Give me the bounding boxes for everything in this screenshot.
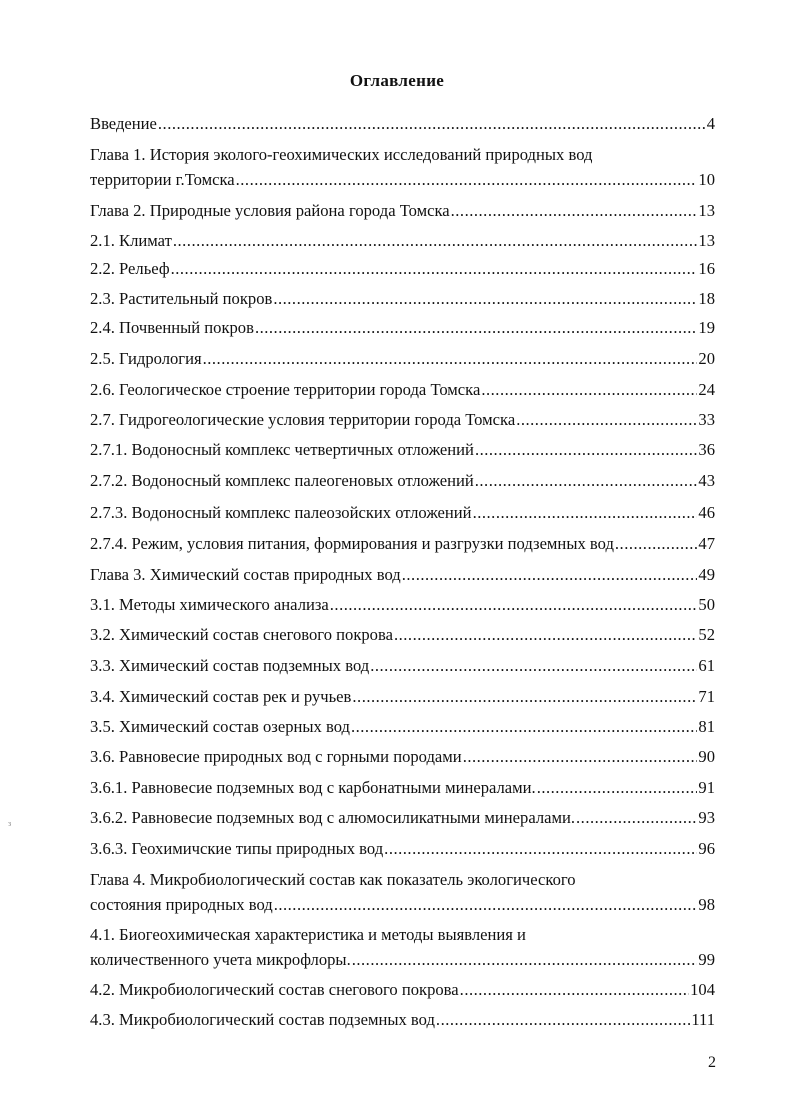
toc-entry-text-line1: 4.1. Биогеохимическая характеристика и методы выявления и [90,925,526,944]
toc-entry [90,142,715,192]
leader-dots [273,286,697,311]
toc-entry [90,111,715,136]
toc-entry-page: 4 [706,114,715,133]
toc-entry-page: 24 [698,380,715,399]
leader-dots [171,256,698,281]
toc-entry-text: 2.7.4. Режим, условия питания, формирования и разгрузки подземных вод [90,534,614,553]
toc-entry-text: 2.7.1. Водоносный комплекс четвертичных отложений [90,440,474,459]
toc-entry [90,775,715,800]
toc-entry-page: 46 [698,503,715,522]
toc-entry-page: 61 [698,656,715,675]
toc-entry-page: 52 [698,625,715,644]
toc-entry-text: территории г.Томска [90,170,235,189]
margin-mark: з [8,819,12,828]
toc-entry [90,286,715,311]
leader-dots [352,947,698,972]
toc-entry-page: 99 [698,950,715,969]
leader-dots [274,892,698,917]
toc-entry-text: 3.3. Химический состав подземных вод [90,656,370,675]
toc-entry-page: 49 [698,565,715,584]
leader-dots [236,167,698,192]
toc-entry-text: 3.4. Химический состав рек и ручьев [90,687,352,706]
leader-dots [615,531,698,556]
leader-dots [203,346,698,371]
toc-entry-page: 33 [698,410,715,429]
toc-entry-page: 16 [698,259,715,278]
leader-dots [370,653,697,678]
toc-entry [90,805,715,830]
toc-entry-page: 18 [698,289,715,308]
leader-dots [330,592,698,617]
toc-entry-text: Глава 2. Природные условия района города Томска [90,201,450,220]
toc-entry-page: 47 [698,534,715,553]
toc-entry-text: Введение [90,114,157,133]
toc-entry-text: 2.7. Гидрогеологические условия территории города Томска [90,410,516,429]
toc-entry-page: 71 [698,687,715,706]
leader-dots [516,407,697,432]
leader-dots [481,377,697,402]
toc-entry-text: 2.4. Почвенный покров [90,318,254,337]
toc-entry-page: 50 [698,595,715,614]
leader-dots [394,622,697,647]
toc-entry-page: 36 [698,440,715,459]
toc-entry [90,407,715,432]
toc-entry-text: 2.7.3. Водоносный комплекс палеозойских отложений [90,503,472,522]
toc-entry [90,977,715,1002]
toc-entry [90,684,715,709]
toc-entry-text: 3.2. Химический состав снегового покрова [90,625,393,644]
toc-entry-page: 81 [698,717,715,736]
toc-entry-text: 2.1. Климат [90,231,172,250]
leader-dots [463,744,698,769]
leader-dots [255,315,697,340]
toc-entry [90,592,715,617]
leader-dots [352,684,697,709]
toc-entry [90,714,715,739]
leader-dots [475,437,697,462]
toc-entry [90,198,715,223]
toc-entry-page: 13 [698,201,715,220]
toc-entry [90,531,715,556]
leader-dots [537,775,698,800]
toc-entry-text: состояния природных вод [90,895,273,914]
toc-entry-text-line1: Глава 1. История эколого-геохимических исследований природных вод [90,145,593,164]
toc-entry [90,346,715,371]
leader-dots [475,468,698,493]
toc-entry [90,315,715,340]
toc-entry-page: 104 [690,980,715,999]
leader-dots [436,1007,690,1032]
toc-entry [90,437,715,462]
toc-entry-text: 4.3. Микробиологический состав подземных вод [90,1010,435,1029]
toc-entry-page: 90 [698,747,715,766]
toc-entry-page: 111 [691,1010,715,1029]
toc-entry-text: 3.6. Равновесие природных вод с горными породами [90,747,462,766]
page-number: 2 [708,1054,716,1071]
toc-entry-page: 10 [698,170,715,189]
toc-entry [90,836,715,861]
leader-dots [460,977,689,1002]
toc-entry-text: 4.2. Микробиологический состав снегового покрова [90,980,459,999]
toc-entry [90,622,715,647]
toc-title: Оглавление [349,71,445,90]
toc-entry-page: 43 [698,471,715,490]
toc-entry-page: 91 [698,778,715,797]
toc-entry-page: 19 [698,318,715,337]
leader-dots [173,228,698,253]
toc-entry-text: 2.6. Геологическое строение территории города Томска [90,380,481,399]
toc-entry-text: 3.5. Химический состав озерных вод [90,717,350,736]
toc-entry [90,922,715,972]
leader-dots [451,198,698,223]
toc-entry [90,744,715,769]
toc-entry [90,562,715,587]
toc-entry-text: Глава 3. Химический состав природных вод [90,565,401,584]
toc-entry-text-line1: Глава 4. Микробиологический состав как показатель экологического [90,870,576,889]
toc-entry-text: количественного учета микрофлоры. [90,950,351,969]
toc-entry-text: 2.5. Гидрология [90,349,202,368]
toc-entry-page: 98 [698,895,715,914]
leader-dots [473,500,698,525]
toc-entry-page: 96 [698,839,715,858]
toc-entry [90,1007,715,1032]
toc-entry [90,653,715,678]
toc-entry-text: 3.6.1. Равновесие подземных вод с карбонатными минералами. [90,778,536,797]
toc-entry-text: 3.1. Методы химического анализа [90,595,329,614]
leader-dots [158,111,706,136]
toc-entry [90,377,715,402]
toc-entry-page: 20 [698,349,715,368]
leader-dots [384,836,697,861]
leader-dots [351,714,697,739]
toc-entry-page: 93 [698,808,715,827]
toc-entry-text: 2.2. Рельеф [90,259,170,278]
leader-dots [576,805,697,830]
leader-dots [402,562,698,587]
toc-entry-page: 13 [698,231,715,250]
toc-entry [90,256,715,281]
toc-entry-text: 3.6.2. Равновесие подземных вод с алюмосиликатными минералами. [90,808,576,827]
toc-entry-text: 2.7.2. Водоносный комплекс палеогеновых отложений [90,471,474,490]
toc-entry-text: 3.6.3. Геохимичские типы природных вод [90,839,384,858]
toc-entry-text: 2.3. Растительный покров [90,289,273,308]
toc-entry [90,468,715,493]
toc-entry [90,867,715,917]
toc-entry [90,228,715,253]
toc-entry [90,500,715,525]
